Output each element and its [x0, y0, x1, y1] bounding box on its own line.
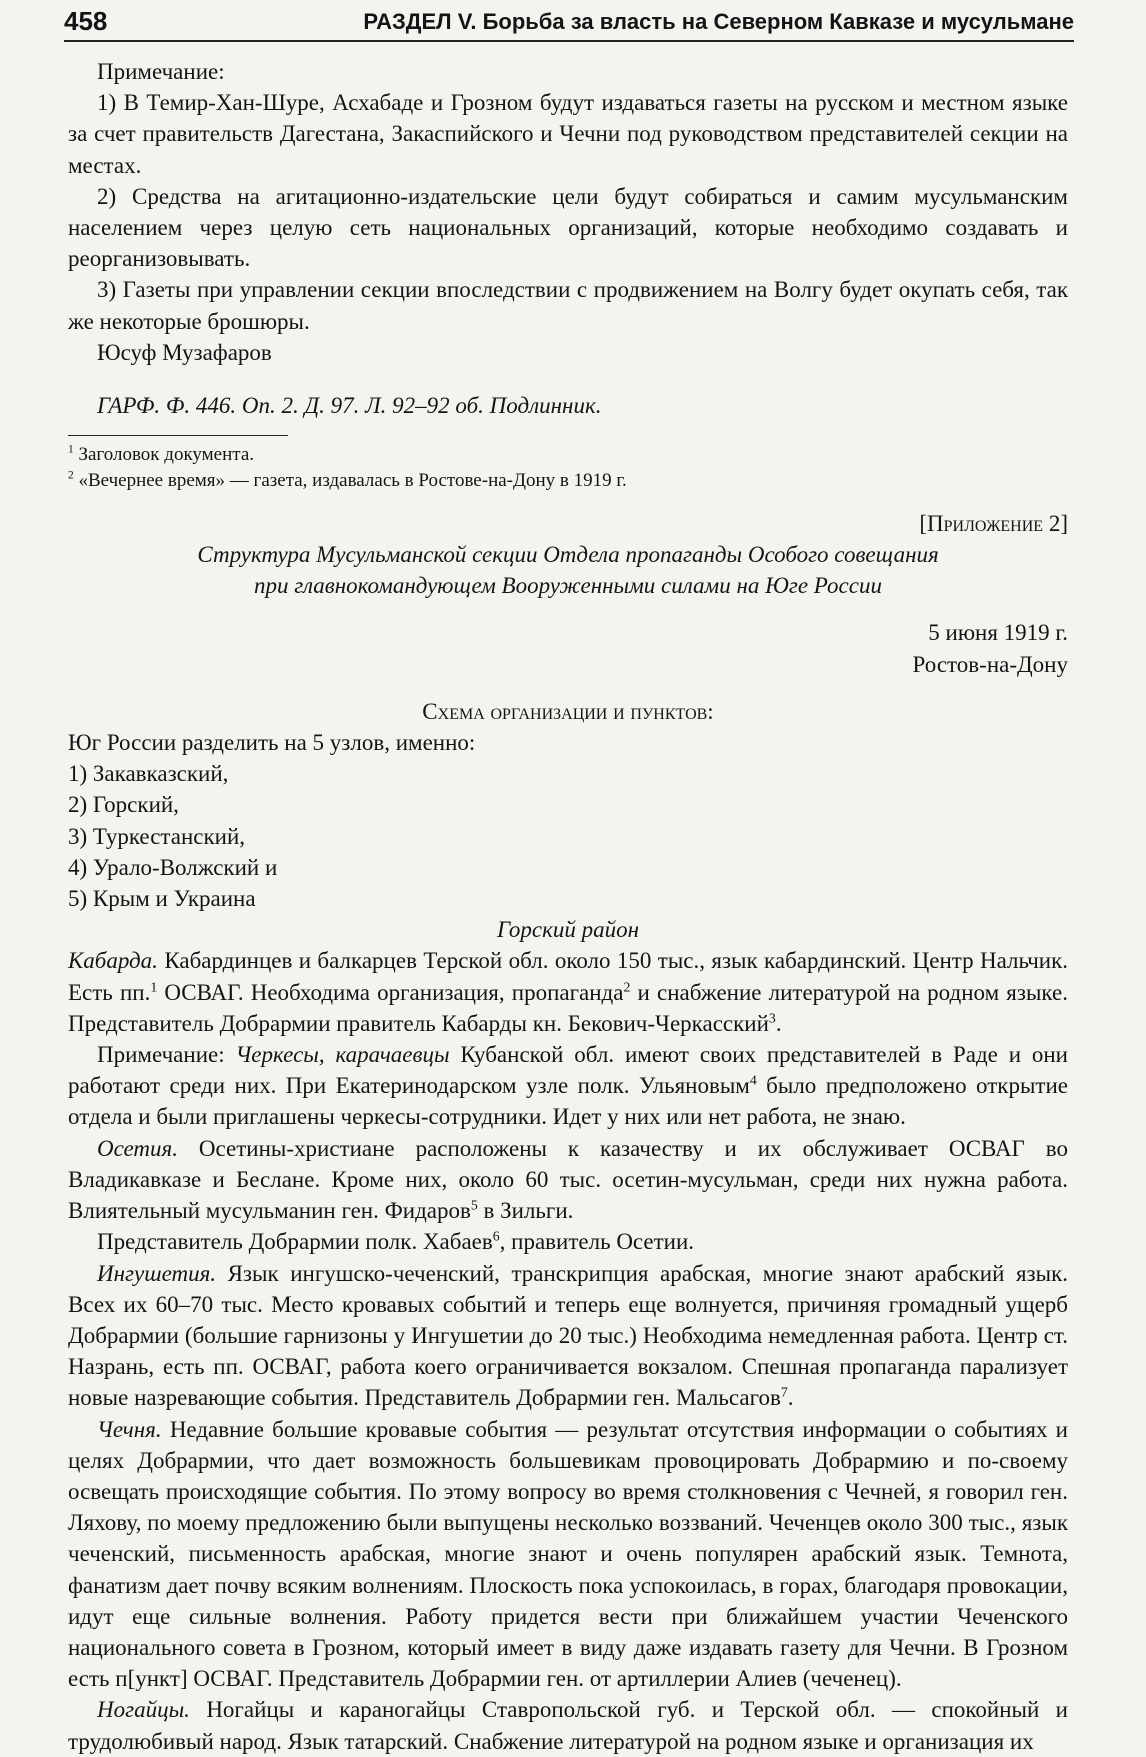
kabarda-note-paragraph: Примечание: Черкесы, карачаевцы Кубанской обл. имеют своих представителей в Раде и они работают среди них. При Екатеринодарском узле полк. Ульяновым$^4$ было предположено открытие отдела и были приглашены черкесы-сотрудники. Идет у них или нет работа, не знаю.	[68, 1042, 1068, 1130]
scheme-node-5: 5) Крым и Украина	[68, 886, 256, 912]
footnote-marker: 1	[68, 443, 74, 456]
scheme-node-3: 3) Туркестанский,	[68, 823, 246, 849]
kabarda-paragraph: Кабарда. Кабардинцев и балкарцев Терской обл. около 150 тыс., язык кабардинский. Центр Нальчик. Есть пп.$^1$ ОСВАГ. Необходима организация, пропаганда$^2$ и снабжение литературой на родном языке. Представитель Добрармии правитель Кабарды кн. Бекович-Черкасский$^3$.	[68, 948, 1068, 1036]
document-place: Ростов-на-Дону	[912, 651, 1068, 677]
document-title: Структура Мусульманской секции Отдела пропаганды Особого совещания при главнокомандующем Вооруженными силами на Юге России	[197, 542, 939, 599]
region-title: Горский район	[496, 917, 640, 943]
footnote-1	[68, 442, 1068, 468]
page-number: 458	[64, 6, 108, 36]
region-name: Кабарда.	[68, 948, 158, 974]
osetia-paragraph: Осетия. Осетины-христиане расположены к казачеству и их обслуживает ОСВАГ во Владикавказе и Беслане. Кроме них, около 60 тыс. осетин-мусульман, среди них нужна работа. Влиятельный мусульманин ген. Фидаров$^5$ в Зильги.	[68, 1135, 1068, 1224]
note-item-1: 1) В Темир-Хан-Шуре, Асхабаде и Грозном будут издаваться газеты на русском и местном языке за счет правительств Дагестана, Закаспийского и Чечни под руководством представителей секции на местах.	[68, 90, 1068, 178]
region-name: Чечня.	[97, 1416, 162, 1442]
nogai-paragraph: Ногайцы. Ногайцы и караногайцы Ставропольской губ. и Терской обл. — спокойный и трудолюбивый народ. Язык татарский. Снабжение литературой на родном языке и организация их	[68, 1697, 1068, 1754]
region-name: Ингушетия.	[97, 1260, 217, 1286]
archive-reference: ГАРФ. Ф. 446. Оп. 2. Д. 97. Л. 92–92 об. Подлинник.	[97, 393, 602, 419]
running-head: РАЗДЕЛ V. Борьба за власть на Северном Кавказе и мусульмане	[363, 9, 1074, 34]
scheme-node-4: 4) Урало-Волжский и	[68, 854, 278, 880]
page-body	[68, 56, 1068, 1757]
note-label: Примечание:	[97, 59, 225, 84]
scheme-heading: Схема организации и пунктов:	[422, 698, 714, 724]
region-name: Осетия.	[97, 1135, 178, 1161]
scheme-intro: Юг России разделить на 5 узлов, именно:	[68, 730, 476, 756]
ingush-paragraph: Ингушетия. Язык ингушско-чеченский, транскрипция арабская, многие знают арабский язык. Всех их 60–70 тыс. Место кровавых событий и теперь еще волнуется, причиняя громадный ущерб Добрармии (большие гарнизоны у Ингушетии до 20 тыс.) Необходима немедленная работа. Центр ст. Назрань, есть пп. ОСВАГ, работа коего ограничивается вокзалом. Спешная пропаганда парализует новые назревающие события. Представитель Добрармии ген. Мальсагов$^7$.	[68, 1260, 1068, 1411]
osetia-representative: Представитель Добрармии полк. Хабаев$^6$, правитель Осетии.	[97, 1228, 695, 1255]
chechnya-paragraph: Чечня. Недавние большие кровавые события — результат отсутствия информации о событиях и целях Добрармии, что дает возможность большевикам провоцировать Добрармию и по-своему освещать происходящие события. По этому вопросу во время столкновения с Чечней, я говорил ген. Ляхову, по моему предложению были выпущены несколько воззваний. Чеченцев около 300 тыс., язык чеченский, письменность арабская, многие знают и очень популярен арабский язык. Темнота, фанатизм дает почву всяким волнениям. Плоскость пока успокоилась, в горах, благодаря провокации, идут еще сильные волнения. Работу придется вести при ближайшем участии Чеченского национального совета в Грозном, который имеет в виду даже издавать газету для Чечни. В Грозном есть п[ункт] ОСВАГ. Представитель Добрармии ген. от артиллерии Алиев (чеченец).	[68, 1416, 1068, 1692]
footnote-marker: 2	[68, 469, 74, 482]
scheme-node-1: 1) Закавказский,	[68, 761, 229, 787]
region-name: Ногайцы.	[97, 1697, 190, 1723]
page-header	[64, 4, 1074, 42]
appendix-label: [Приложение 2]	[919, 511, 1068, 537]
scheme-node-2: 2) Горский,	[68, 792, 179, 818]
signature: Юсуф Музафаров	[97, 339, 272, 365]
note-item-3: 3) Газеты при управлении секции впоследствии с продвижением на Волгу будет окупать себя, так же некоторые брошюры.	[68, 277, 1068, 334]
footnote-rule	[68, 435, 288, 436]
footnote-2	[68, 468, 1068, 494]
note-item-2: 2) Средства на агитационно-издательские цели будут собираться и самим мусульманским населением через целую сеть национальных организаций, которые необходимо создавать и реорганизовывать.	[68, 183, 1068, 272]
document-date: 5 июня 1919 г.	[928, 620, 1068, 646]
footnote-text: Заголовок документа.	[78, 444, 254, 466]
footnote-text: «Вечернее время» — газета, издавалась в Ростове-на-Дону в 1919 г.	[78, 470, 627, 492]
